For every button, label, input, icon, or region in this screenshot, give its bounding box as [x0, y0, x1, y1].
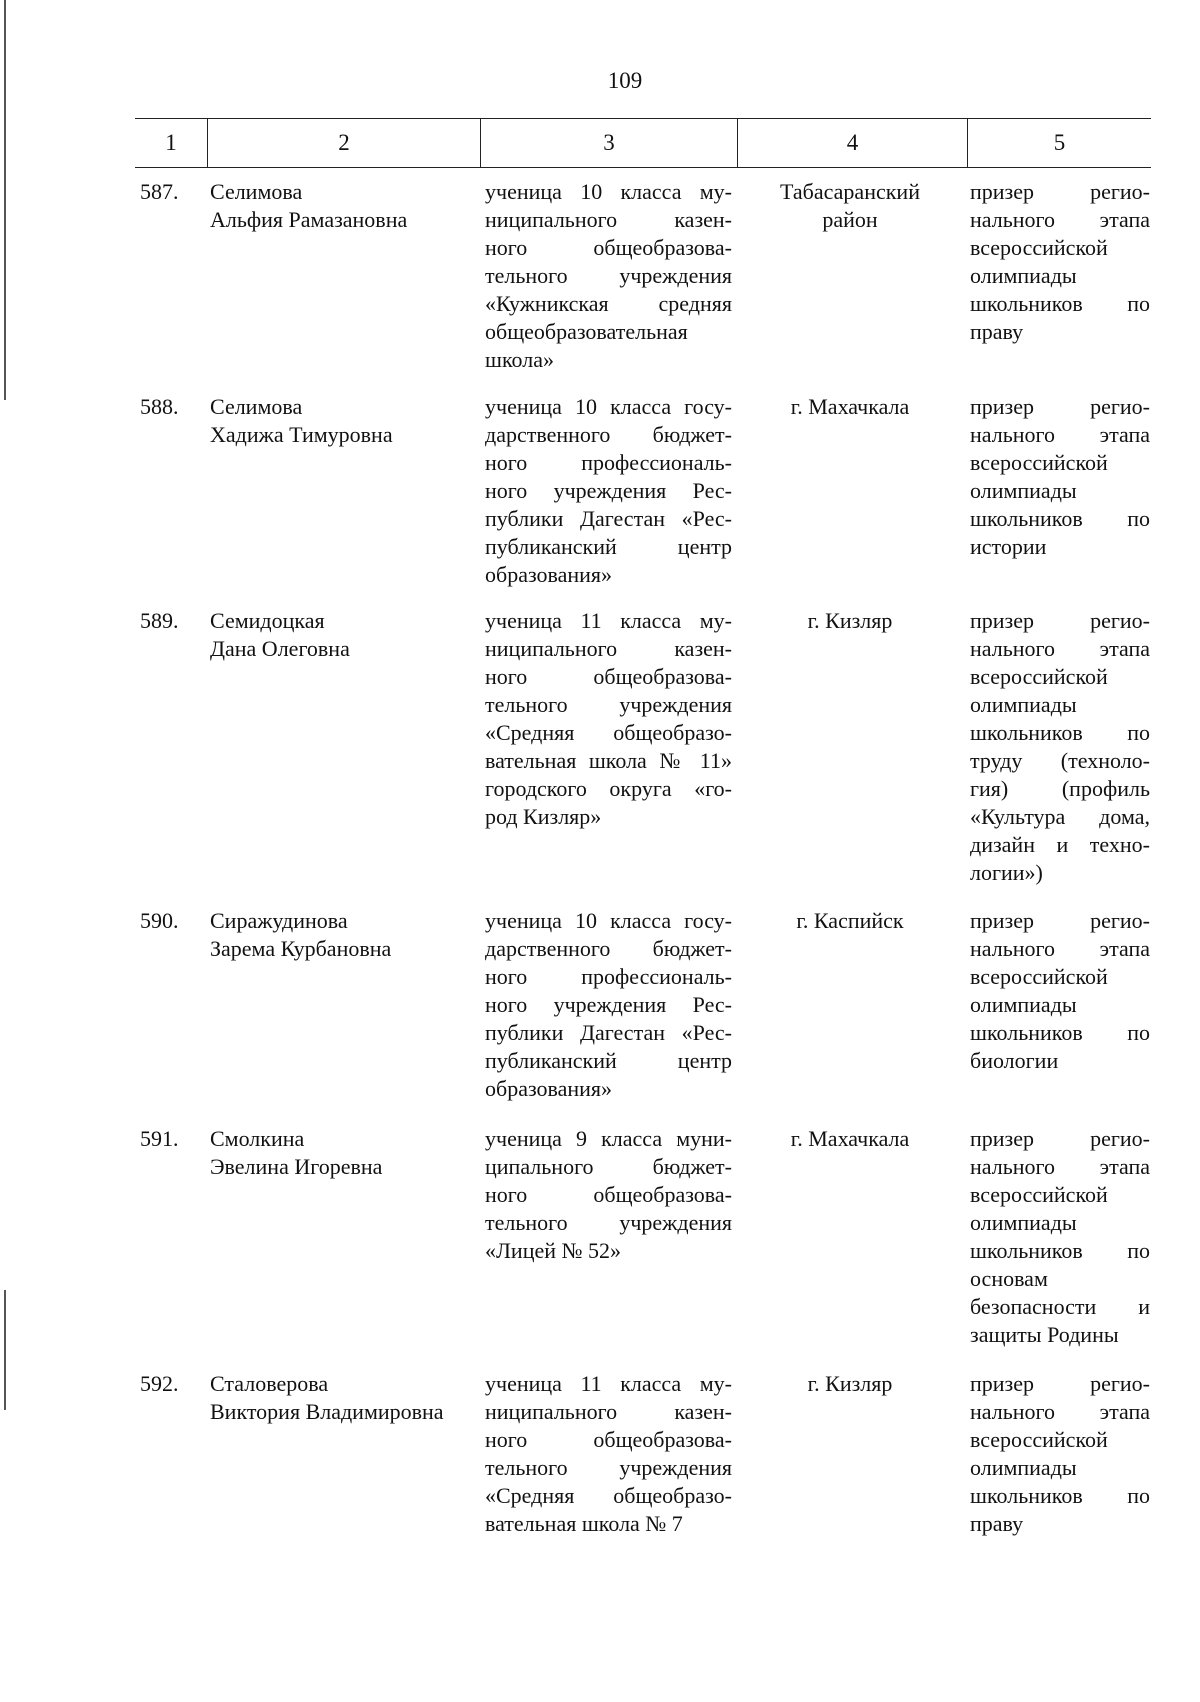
student-award-line: биологии	[970, 1048, 1059, 1073]
student-award-line: нального этапа	[970, 207, 1150, 232]
row-number: 589.	[140, 608, 179, 633]
student-description-line: ного общеобразова-	[485, 664, 732, 689]
student-description-line: ного профессиональ-	[485, 964, 732, 989]
student-description-line: «Средняя общеобразо-	[485, 1483, 732, 1508]
student-name	[210, 607, 480, 663]
student-description-line: ученица 10 класса госу-	[485, 908, 732, 933]
student-award-line: гия) (профиль	[970, 776, 1150, 801]
student-description-line: «Средняя общеобразо-	[485, 720, 732, 745]
student-award-line: призер регио-	[970, 908, 1150, 933]
student-award-line: труду (техноло-	[970, 748, 1150, 773]
student-description-line: ного учреждения Рес-	[485, 992, 732, 1017]
student-location-line: Табасаранский	[780, 179, 920, 204]
student-award-line: нального этапа	[970, 636, 1150, 661]
student-description-line: ученица 10 класса му-	[485, 179, 732, 204]
student-description-line: тельного учреждения	[485, 1210, 732, 1235]
student-award	[970, 607, 1150, 887]
student-name-line: Виктория Владимировна	[210, 1399, 444, 1424]
student-award-line: праву	[970, 1511, 1024, 1536]
student-location	[745, 178, 955, 234]
header-col-3: 3	[480, 119, 737, 167]
student-award-line: олимпиады	[970, 692, 1077, 717]
student-name-line: Селимова	[210, 179, 303, 204]
student-description-line: образования»	[485, 562, 613, 587]
student-description-line: ципального бюджет-	[485, 1154, 732, 1179]
student-award-line: всероссийской	[970, 235, 1108, 260]
student-award-line: всероссийской	[970, 964, 1108, 989]
student-award-line: нального этапа	[970, 1399, 1150, 1424]
student-description-line: род Кизляр»	[485, 804, 602, 829]
student-award-line: нального этапа	[970, 422, 1150, 447]
student-description-line: «Лицей № 52»	[485, 1238, 621, 1263]
student-description-line: вательная школа № 11»	[485, 748, 732, 773]
page-number: 109	[607, 68, 643, 93]
student-award-line: защиты Родины	[970, 1322, 1119, 1347]
student-award-line: школьников по	[970, 1483, 1150, 1508]
student-location	[745, 1370, 955, 1398]
student-award-line: основам	[970, 1266, 1048, 1291]
student-description-line: ученица 9 класса муни-	[485, 1126, 732, 1151]
student-award-line: школьников по	[970, 720, 1150, 745]
student-award-line: олимпиады	[970, 478, 1077, 503]
student-location-line: район	[822, 207, 878, 232]
student-description-line: ного общеобразова-	[485, 235, 732, 260]
student-award-line: «Культура дома,	[970, 804, 1150, 829]
student-award-line: всероссийской	[970, 1427, 1108, 1452]
student-award-line: призер регио-	[970, 608, 1150, 633]
student-award-line: олимпиады	[970, 1455, 1077, 1480]
student-description-line: публики Дагестан «Рес-	[485, 506, 732, 531]
student-award-line: призер регио-	[970, 394, 1150, 419]
student-location-line: г. Махачкала	[790, 394, 910, 419]
student-name-line: Альфия Рамазановна	[210, 207, 408, 232]
student-name-line: Смолкина	[210, 1126, 305, 1151]
header-col-5: 5	[967, 119, 1151, 167]
student-description	[485, 907, 732, 1103]
student-location	[745, 607, 955, 635]
student-description-line: ниципального казен-	[485, 207, 732, 232]
student-description-line: общеобразовательная	[485, 319, 688, 344]
student-name	[210, 907, 480, 963]
student-description-line: тельного учреждения	[485, 1455, 732, 1480]
student-name-line: Хадижа Тимуровна	[210, 422, 393, 447]
student-description	[485, 607, 732, 831]
student-award-line: дизайн и техно-	[970, 832, 1150, 857]
student-name-line: Семидоцкая	[210, 608, 325, 633]
student-description-line: публики Дагестан «Рес-	[485, 1020, 732, 1045]
student-location-line: г. Махачкала	[790, 1126, 910, 1151]
student-description-line: ного учреждения Рес-	[485, 478, 732, 503]
student-award-line: всероссийской	[970, 450, 1108, 475]
student-description	[485, 1125, 732, 1265]
student-name	[210, 178, 480, 234]
student-award-line: школьников по	[970, 1020, 1150, 1045]
student-description-line: вательная школа № 7	[485, 1511, 683, 1536]
student-award-line: школьников по	[970, 1238, 1150, 1263]
student-award	[970, 393, 1150, 561]
student-name	[210, 393, 480, 449]
student-name-line: Сиражудинова	[210, 908, 348, 933]
student-description-line: городского округа «го-	[485, 776, 732, 801]
table-header	[135, 118, 1151, 168]
student-description-line: ученица 10 класса госу-	[485, 394, 732, 419]
student-award-line: олимпиады	[970, 1210, 1077, 1235]
student-name	[210, 1370, 480, 1426]
student-location-line: г. Кизляр	[807, 608, 893, 633]
student-description-line: образования»	[485, 1076, 613, 1101]
student-award-line: школьников по	[970, 506, 1150, 531]
student-award-line: всероссийской	[970, 1182, 1108, 1207]
student-description	[485, 393, 732, 589]
student-award-line: призер регио-	[970, 179, 1150, 204]
student-award-line: нального этапа	[970, 1154, 1150, 1179]
row-number: 588.	[140, 394, 179, 419]
student-description-line: тельного учреждения	[485, 692, 732, 717]
student-description-line: ученица 11 класса му-	[485, 608, 732, 633]
student-award	[970, 1125, 1150, 1349]
row-number: 590.	[140, 908, 179, 933]
student-description	[485, 178, 732, 374]
student-award-line: призер регио-	[970, 1126, 1150, 1151]
student-award-line: призер регио-	[970, 1371, 1150, 1396]
student-award-line: безопасности и	[970, 1294, 1150, 1319]
student-description	[485, 1370, 732, 1538]
student-description-line: школа»	[485, 347, 554, 372]
student-description-line: дарственного бюджет-	[485, 936, 732, 961]
student-description-line: публиканский центр	[485, 534, 732, 559]
student-name	[210, 1125, 480, 1181]
student-description-line: ниципального казен-	[485, 1399, 732, 1424]
student-location	[745, 907, 955, 935]
header-col-4: 4	[737, 119, 967, 167]
student-location-line: г. Кизляр	[807, 1371, 893, 1396]
left-margin-line	[4, 0, 6, 400]
student-award-line: нального этапа	[970, 936, 1150, 961]
student-location-line: г. Каспийск	[796, 908, 904, 933]
header-col-2: 2	[207, 119, 480, 167]
student-description-line: ного общеобразова-	[485, 1182, 732, 1207]
student-description-line: «Кужникская средняя	[485, 291, 732, 316]
student-location	[745, 393, 955, 421]
student-award-line: истории	[970, 534, 1047, 559]
student-description-line: ного общеобразова-	[485, 1427, 732, 1452]
student-location	[745, 1125, 955, 1153]
student-award	[970, 907, 1150, 1075]
student-name-line: Сталоверова	[210, 1371, 329, 1396]
student-name-line: Зарема Курбановна	[210, 936, 392, 961]
row-number: 587.	[140, 179, 179, 204]
student-name-line: Селимова	[210, 394, 303, 419]
left-margin-line	[4, 1290, 6, 1410]
student-award	[970, 178, 1150, 346]
student-description-line: тельного учреждения	[485, 263, 732, 288]
student-name-line: Эвелина Игоревна	[210, 1154, 383, 1179]
student-award	[970, 1370, 1150, 1538]
student-award-line: всероссийской	[970, 664, 1108, 689]
student-award-line: логии»)	[970, 860, 1043, 885]
student-name-line: Дана Олеговна	[210, 636, 350, 661]
row-number: 591.	[140, 1126, 179, 1151]
student-description-line: дарственного бюджет-	[485, 422, 732, 447]
student-description-line: ного профессиональ-	[485, 450, 732, 475]
student-award-line: олимпиады	[970, 992, 1077, 1017]
header-col-1: 1	[165, 130, 177, 155]
student-award-line: праву	[970, 319, 1024, 344]
student-description-line: ученица 11 класса му-	[485, 1371, 732, 1396]
student-award-line: школьников по	[970, 291, 1150, 316]
student-award-line: олимпиады	[970, 263, 1077, 288]
student-description-line: публиканский центр	[485, 1048, 732, 1073]
student-description-line: ниципального казен-	[485, 636, 732, 661]
row-number: 592.	[140, 1371, 179, 1396]
